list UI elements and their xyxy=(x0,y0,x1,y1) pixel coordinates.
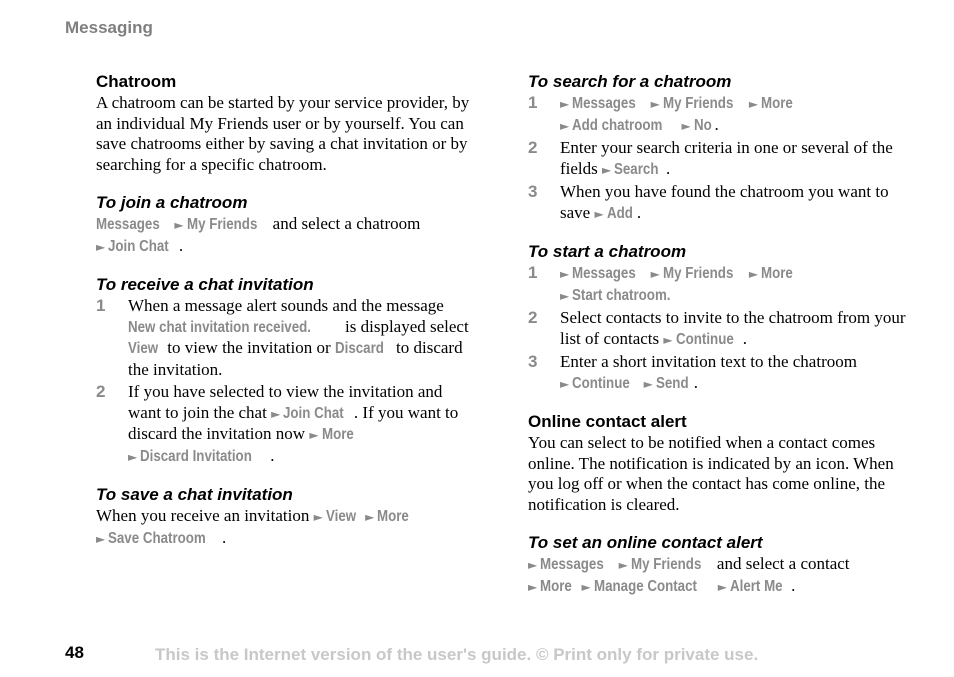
period: . xyxy=(714,114,719,134)
arrow-icon: ► xyxy=(560,97,570,111)
step-item xyxy=(528,182,908,224)
step-text: to view the invitation or xyxy=(163,338,335,357)
arrow-icon: ► xyxy=(618,558,628,572)
menu-messages: Messages xyxy=(96,216,160,233)
step-item xyxy=(528,93,908,136)
receive-invitation-heading: To receive a chat invitation xyxy=(96,275,314,294)
menu-continue: Continue xyxy=(675,330,734,348)
menu-start-chatroom: Start chatroom. xyxy=(572,286,671,304)
step-number: 1 xyxy=(96,296,106,315)
chatroom-section xyxy=(96,72,471,175)
right-column xyxy=(528,72,908,615)
arrow-icon: ► xyxy=(96,239,106,254)
menu-discard-invitation: Discard Invitation xyxy=(140,447,253,465)
menu-my-friends: My Friends xyxy=(662,265,734,282)
step-number: 2 xyxy=(528,308,538,327)
step-item xyxy=(528,352,908,394)
menu-save-chatroom: Save Chatroom xyxy=(108,529,207,547)
menu-continue: Continue xyxy=(572,374,630,392)
join-chatroom-section xyxy=(96,193,471,257)
menu-view: View xyxy=(128,340,159,357)
menu-messages: Messages xyxy=(572,265,636,282)
online-contact-alert-section xyxy=(528,412,908,515)
menu-view: View xyxy=(325,508,356,525)
step-number: 3 xyxy=(528,352,538,371)
set-alert-heading: To set an online contact alert xyxy=(528,533,763,552)
join-chatroom-heading: To join a chatroom xyxy=(96,193,248,212)
step-text: Select contacts to invite to the chatroom from your list of contacts xyxy=(560,308,906,348)
menu-my-friends: My Friends xyxy=(630,556,702,573)
save-invitation-instruction xyxy=(96,506,471,549)
arrow-icon: ► xyxy=(528,579,538,594)
search-chatroom-heading: To search for a chatroom xyxy=(528,72,732,91)
arrow-icon: ► xyxy=(128,449,138,464)
step-text: When a message alert sounds and the message xyxy=(128,296,444,315)
step-text: When you have found the chatroom you want to save xyxy=(560,182,889,222)
menu-alert-me: Alert Me xyxy=(729,577,783,595)
period: . xyxy=(636,202,642,222)
period: . xyxy=(742,328,748,348)
step-number: 2 xyxy=(96,382,106,401)
step-item xyxy=(528,308,908,350)
arrow-icon: ► xyxy=(650,97,660,111)
arrow-icon: ► xyxy=(650,267,660,281)
period: . xyxy=(221,527,227,547)
step-number: 2 xyxy=(528,138,538,157)
arrow-icon: ► xyxy=(365,510,375,524)
arrow-icon: ► xyxy=(313,510,323,524)
set-alert-instruction xyxy=(528,554,908,597)
arrow-icon: ► xyxy=(271,406,281,421)
join-chatroom-instruction xyxy=(96,214,471,257)
step-text: Enter your search criteria in one or several of the fields xyxy=(560,138,893,178)
menu-my-friends: My Friends xyxy=(662,95,734,112)
step-text: is displayed select xyxy=(340,316,469,336)
arrow-icon: ► xyxy=(663,332,673,347)
step-item xyxy=(528,138,908,180)
menu-messages: Messages xyxy=(572,95,636,112)
step-number: 3 xyxy=(528,182,538,201)
step-text: . If you want to discard the invitation now xyxy=(128,402,459,443)
start-chatroom-heading: To start a chatroom xyxy=(528,242,687,261)
step-number: 1 xyxy=(528,263,538,282)
arrow-icon: ► xyxy=(717,579,727,594)
step-item xyxy=(96,382,471,467)
search-chatroom-section xyxy=(528,72,908,224)
arrow-icon: ► xyxy=(560,288,570,303)
period: . xyxy=(665,158,671,178)
receive-invitation-section xyxy=(96,275,471,467)
period: . xyxy=(270,445,275,465)
menu-add-chatroom: Add chatroom xyxy=(572,116,663,134)
menu-more: More xyxy=(540,577,573,595)
step-item xyxy=(528,263,908,306)
menu-more: More xyxy=(377,508,410,525)
arrow-icon: ► xyxy=(748,97,759,111)
step-text: to discard the invitation. xyxy=(128,338,463,379)
set-alert-section xyxy=(528,533,908,597)
menu-messages: Messages xyxy=(540,556,604,573)
step-text: Enter a short invitation text to the chatroom xyxy=(560,352,857,371)
save-invitation-heading: To save a chat invitation xyxy=(96,485,293,504)
start-chatroom-section xyxy=(528,242,908,394)
join-text: and select a chatroom xyxy=(268,214,421,233)
period: . xyxy=(693,372,699,392)
menu-add: Add xyxy=(606,204,633,222)
menu-no: No xyxy=(693,116,712,134)
menu-more: More xyxy=(761,265,794,282)
menu-manage-contact: Manage Contact xyxy=(593,577,697,595)
arrow-icon: ► xyxy=(560,267,570,281)
arrow-icon: ► xyxy=(594,206,604,221)
menu-search: Search xyxy=(614,160,659,178)
arrow-icon: ► xyxy=(560,376,570,391)
menu-my-friends: My Friends xyxy=(186,216,257,233)
arrow-icon: ► xyxy=(581,579,591,594)
arrow-icon: ► xyxy=(602,162,612,177)
menu-more: More xyxy=(321,426,354,443)
arrow-icon: ► xyxy=(96,531,106,546)
menu-join-chat: Join Chat xyxy=(283,404,345,422)
page-number: 48 xyxy=(65,643,84,662)
chatroom-body: A chatroom can be started by your service provider, by an individual My Friends user or by yourself. You can save chatrooms either by saving a chat invitation or by searching for a specific chatroom. xyxy=(96,93,470,174)
set-text: and select a contact xyxy=(712,554,850,573)
step-item xyxy=(96,296,471,380)
step-text: If you have selected to view the invitation and want to join the chat xyxy=(128,382,443,422)
menu-join-chat: Join Chat xyxy=(108,237,169,255)
footer-notice: This is the Internet version of the user's guide. © Print only for private use. xyxy=(155,645,759,664)
save-invitation-section xyxy=(96,485,471,549)
menu-send: Send xyxy=(655,374,689,392)
online-contact-alert-heading: Online contact alert xyxy=(528,412,687,431)
period: . xyxy=(178,235,184,255)
arrow-icon: ► xyxy=(309,428,319,442)
running-head: Messaging xyxy=(65,18,153,37)
menu-new-chat-invitation: New chat invitation received. xyxy=(128,318,311,336)
menu-discard: Discard xyxy=(334,340,384,357)
left-column xyxy=(96,72,471,567)
menu-more: More xyxy=(761,95,794,112)
step-number: 1 xyxy=(528,93,538,112)
arrow-icon: ► xyxy=(643,376,653,391)
period: . xyxy=(791,575,796,595)
arrow-icon: ► xyxy=(528,558,538,572)
arrow-icon: ► xyxy=(560,118,570,133)
chatroom-heading: Chatroom xyxy=(96,72,177,91)
online-contact-alert-body: You can select to be notified when a contact comes online. The notification is indicated by an icon. When you log off or when the contact has come online, the notification is cleared. xyxy=(528,433,894,514)
save-text: When you receive an invitation xyxy=(96,506,314,525)
arrow-icon: ► xyxy=(748,267,759,281)
arrow-icon: ► xyxy=(174,218,184,232)
arrow-icon: ► xyxy=(681,118,691,133)
